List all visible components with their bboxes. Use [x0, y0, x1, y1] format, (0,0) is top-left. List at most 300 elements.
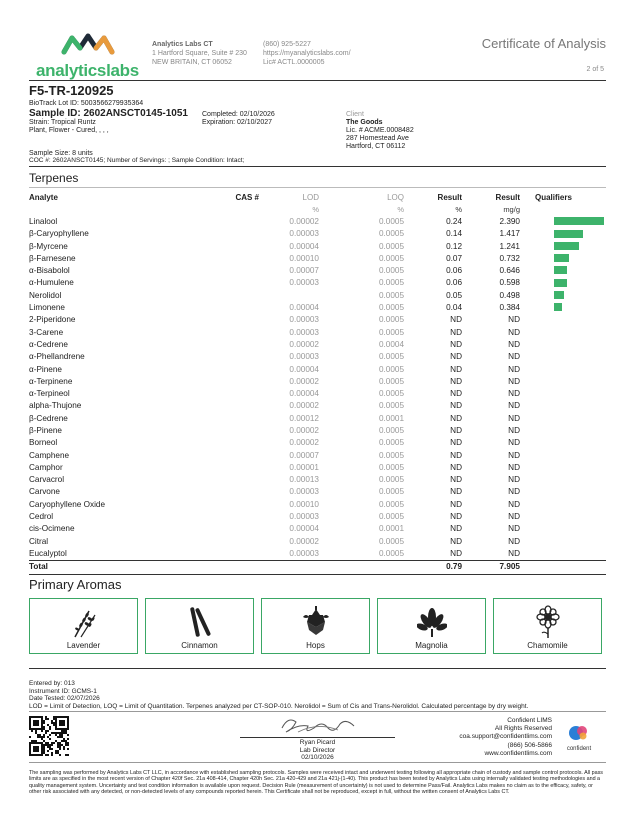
analyte-name: 2-Piperidone	[29, 315, 76, 325]
table-row	[29, 228, 606, 240]
lod-value: 0.00003	[289, 315, 319, 325]
lod-value: 0.00004	[289, 389, 319, 399]
entered-by: Entered by: 013	[29, 680, 75, 687]
result-mg: 0.732	[499, 253, 520, 263]
company-address	[152, 40, 247, 67]
aroma-label: Magnolia	[415, 641, 448, 650]
total-label: Total	[29, 560, 199, 573]
lod-value: 0.00007	[289, 450, 319, 460]
result-mg: ND	[508, 462, 520, 472]
table-row	[29, 387, 606, 399]
signature-icon	[278, 714, 358, 738]
aroma-label: Hops	[306, 641, 325, 650]
loq-value: 0.0005	[378, 216, 404, 226]
result-pct: 0.06	[446, 278, 462, 288]
result-mg: 0.646	[499, 266, 520, 276]
qualifiers	[520, 387, 606, 399]
strain: Strain: Tropical Runtz	[29, 119, 96, 126]
result-pct: ND	[450, 487, 462, 497]
analyte-name: Carvone	[29, 487, 60, 497]
cas-number	[199, 228, 259, 240]
total-row	[29, 560, 606, 573]
company-address-2: NEW BRITAIN, CT 06052	[152, 59, 232, 66]
cas-number	[199, 412, 259, 424]
qualifiers	[520, 449, 606, 461]
hops-icon	[301, 605, 331, 639]
lod-value	[259, 289, 319, 301]
header-loq: LOQ	[387, 193, 404, 202]
chamomile-icon	[533, 605, 563, 639]
cas-number	[199, 424, 259, 436]
cas-number	[199, 461, 259, 473]
cinnamon-icon	[185, 605, 215, 639]
company-address-1: 1 Hartford Square, Suite # 230	[152, 50, 247, 57]
cas-number	[199, 215, 259, 227]
loq-value: 0.0005	[378, 364, 404, 374]
company-website[interactable]: https://myanalyticslabs.com/	[263, 50, 351, 57]
table-row	[29, 535, 606, 547]
lod-value: 0.00001	[289, 462, 319, 472]
analyte-name: Cedrol	[29, 512, 54, 522]
cas-number	[199, 264, 259, 276]
table-row	[29, 240, 606, 252]
loq-value: 0.0005	[378, 462, 404, 472]
result-bar	[554, 230, 583, 238]
qualifiers	[520, 461, 606, 473]
date-tested: Date Tested: 02/07/2026	[29, 695, 100, 702]
analyte-name: α-Phellandrene	[29, 352, 85, 362]
cas-number	[199, 240, 259, 252]
lod-value: 0.00002	[289, 216, 319, 226]
cas-number	[199, 338, 259, 350]
table-row	[29, 215, 606, 227]
analyte-name: β-Cedrene	[29, 413, 68, 423]
result-pct: ND	[450, 376, 462, 386]
terpenes-title: Terpenes	[29, 171, 79, 185]
lod-value: 0.00002	[289, 536, 319, 546]
table-row	[29, 400, 606, 412]
loq-value: 0.0005	[378, 315, 404, 325]
table-row	[29, 277, 606, 289]
aromas-title: Primary Aromas	[29, 577, 122, 592]
lod-value: 0.00002	[289, 401, 319, 411]
result-mg: ND	[508, 524, 520, 534]
loq-value: 0.0005	[378, 241, 404, 251]
qualifiers	[520, 301, 606, 313]
loq-value: 0.0005	[378, 401, 404, 411]
analyte-name: α-Cedrene	[29, 339, 68, 349]
sample-type: Plant, Flower - Cured, , , ,	[29, 127, 109, 134]
header-result-pct: Result	[437, 193, 462, 202]
signer-title: Lab Director	[299, 746, 336, 754]
aroma-card-magnolia	[377, 598, 486, 654]
result-pct: ND	[450, 315, 462, 325]
analyte-name: cis-Ocimene	[29, 524, 75, 534]
qualifiers	[520, 326, 606, 338]
qualifiers	[520, 486, 606, 498]
analyte-name: Borneol	[29, 438, 58, 448]
analyte-name: β-Caryophyllene	[29, 229, 89, 239]
cas-number	[199, 474, 259, 486]
header-analyte: Analyte	[29, 193, 58, 202]
result-pct: ND	[450, 512, 462, 522]
table-row	[29, 289, 606, 301]
client-label: Client	[346, 111, 364, 118]
result-mg: ND	[508, 401, 520, 411]
company-contact	[263, 40, 351, 67]
result-bar	[554, 279, 567, 287]
table-header-row	[29, 192, 606, 203]
lims-rights: All Rights Reserved	[494, 725, 552, 733]
analyte-name: β-Pinene	[29, 425, 62, 435]
result-pct: ND	[450, 450, 462, 460]
company-name: Analytics Labs CT	[152, 41, 213, 48]
client-license: Lic. # ACME.0008482	[346, 127, 414, 134]
analyte-name: β-Myrcene	[29, 241, 68, 251]
unit-lod: %	[312, 204, 319, 214]
loq-value: 0.0005	[378, 253, 404, 263]
result-mg: 0.598	[499, 278, 520, 288]
result-mg: ND	[508, 548, 520, 558]
loq-value: 0.0005	[378, 266, 404, 276]
qualifiers	[520, 424, 606, 436]
header-qualifiers: Qualifiers	[535, 193, 572, 202]
loq-value: 0.0005	[378, 475, 404, 485]
result-pct: ND	[450, 548, 462, 558]
sample-size: Sample Size: 8 units	[29, 150, 93, 157]
units-row	[29, 203, 606, 215]
result-pct: ND	[450, 425, 462, 435]
cas-number	[199, 351, 259, 363]
loq-value: 0.0005	[378, 536, 404, 546]
header-result-mg: Result	[495, 193, 520, 202]
table-row	[29, 424, 606, 436]
confident-logo-icon	[568, 724, 590, 742]
result-bar	[554, 291, 564, 299]
logo-text: analyticslabs	[36, 61, 139, 80]
analyte-name: Citral	[29, 536, 49, 546]
header-cas: CAS #	[235, 193, 259, 202]
table-row	[29, 264, 606, 276]
qualifiers	[520, 474, 606, 486]
analyte-name: Camphor	[29, 462, 63, 472]
result-pct: ND	[450, 339, 462, 349]
table-row	[29, 301, 606, 313]
result-mg: ND	[508, 450, 520, 460]
unit-result-mg: mg/g	[503, 204, 520, 214]
qualifiers	[520, 375, 606, 387]
client-address-2: Hartford, CT 06112	[346, 143, 406, 150]
analyte-name: Linalool	[29, 216, 58, 226]
result-pct: ND	[450, 413, 462, 423]
loq-value: 0.0005	[378, 303, 404, 313]
loq-value: 0.0005	[378, 327, 404, 337]
unit-result-pct: %	[455, 204, 462, 214]
loq-value: 0.0005	[378, 389, 404, 399]
test-notes	[29, 680, 528, 710]
analyte-name: Nerolidol	[29, 290, 62, 300]
cas-number	[199, 363, 259, 375]
result-mg: ND	[508, 499, 520, 509]
result-pct: 0.14	[446, 229, 462, 239]
analyte-name: α-Bisabolol	[29, 266, 70, 276]
lims-website[interactable]: www.confidentlims.com	[484, 749, 552, 757]
cas-number	[199, 547, 259, 560]
lod-value: 0.00004	[289, 364, 319, 374]
lod-value: 0.00003	[289, 278, 319, 288]
qualifiers	[520, 510, 606, 522]
expiration-date: Expiration: 02/10/2027	[202, 119, 273, 126]
sample-title: F5-TR-120925	[29, 83, 114, 98]
table-row	[29, 338, 606, 350]
company-logo	[36, 32, 146, 78]
result-mg: 0.498	[499, 290, 520, 300]
result-mg: ND	[508, 315, 520, 325]
page-number: 2 of 5	[586, 66, 604, 73]
analyte-name: β-Farnesene	[29, 253, 76, 263]
signer-name: Ryan Picard	[299, 739, 336, 746]
result-pct: ND	[450, 499, 462, 509]
cas-number	[199, 523, 259, 535]
loq-value: 0.0005	[378, 438, 404, 448]
result-pct: 0.05	[446, 290, 462, 300]
lod-value: 0.00003	[289, 487, 319, 497]
result-mg: ND	[508, 364, 520, 374]
result-pct: ND	[450, 475, 462, 485]
lod-note: LOD = Limit of Detection, LOQ = Limit of Quantitation. Terpenes analyzed per CT-SOP-010. Nerolidol = Sum of Cis and Trans-Nerolidol. Calculated percentage by dry weight.	[29, 702, 529, 710]
lavender-icon	[69, 605, 99, 639]
lod-value: 0.00012	[289, 413, 319, 423]
disclaimer: The sampling was performed by Analytics Labs CT LLC, in accordance with established sampling protocols. Samples were received intact and underwent testing following all appropriate chain of custody and sample control protocols. All pass limits are as specified in the most recent version of Chapter 420f Sec. 21a 408-414, Chapter 420h Sec. 21a 420-429 and 21a 421j-(1-40). This product has been tested by Analytics Labs using internally validated testing methodologies and a quality management system. Uncertainty and test condition information is available upon request. Decision Rule (measurement of uncertainty) is not used to determine Pass/Fail. Analytics Labs makes no claim as to the efficacy, safety, or other risk associated with any detected, or non-detected levels of any compounds reported herein. This Certificate shall not be reproduced, except in full, without the written consent of Analytics Labs CT.	[29, 770, 604, 796]
lims-name: Confident LIMS	[507, 717, 552, 724]
loq-value: 0.0005	[378, 376, 404, 386]
table-row	[29, 326, 606, 338]
cas-number	[199, 277, 259, 289]
lod-value: 0.00010	[289, 499, 319, 509]
qualifiers	[520, 535, 606, 547]
analyte-name: alpha-Thujone	[29, 401, 82, 411]
cas-number	[199, 314, 259, 326]
table-row	[29, 314, 606, 326]
result-pct: 0.04	[446, 303, 462, 313]
table-row	[29, 363, 606, 375]
table-row	[29, 510, 606, 522]
table-row	[29, 437, 606, 449]
logo-mark-icon	[36, 32, 146, 56]
result-mg: ND	[508, 425, 520, 435]
qualifiers	[520, 523, 606, 535]
table-row	[29, 375, 606, 387]
table-row	[29, 351, 606, 363]
signer-block	[240, 739, 395, 762]
lims-email[interactable]: coa.support@confidentlims.com	[459, 733, 552, 741]
total-mg: 7.905	[462, 560, 520, 573]
result-pct: ND	[450, 462, 462, 472]
completed-date: Completed: 02/10/2026	[202, 111, 275, 118]
analyte-name: Camphene	[29, 450, 70, 460]
lod-value: 0.00003	[289, 512, 319, 522]
loq-value: 0.0001	[378, 413, 404, 423]
result-bar	[554, 242, 579, 250]
company-phone: (860) 925-5227	[263, 41, 311, 48]
result-mg: 0.384	[499, 303, 520, 313]
result-mg: ND	[508, 327, 520, 337]
lod-value: 0.00003	[289, 352, 319, 362]
document-title: Certificate of Analysis	[481, 36, 606, 51]
aroma-label: Chamomile	[527, 641, 568, 650]
result-pct: ND	[450, 389, 462, 399]
aroma-card-lavender	[29, 598, 138, 654]
aroma-card-cinnamon	[145, 598, 254, 654]
result-mg: ND	[508, 487, 520, 497]
result-pct: ND	[450, 352, 462, 362]
lod-value: 0.00004	[289, 524, 319, 534]
result-mg: ND	[508, 536, 520, 546]
cas-number	[199, 400, 259, 412]
lod-value: 0.00002	[289, 376, 319, 386]
total-pct: 0.79	[404, 560, 462, 573]
table-row	[29, 252, 606, 264]
qualifiers	[520, 547, 606, 560]
terpenes-table	[29, 192, 606, 573]
magnolia-icon	[417, 605, 447, 639]
lod-value: 0.00010	[289, 253, 319, 263]
result-mg: ND	[508, 475, 520, 485]
signer-date: 02/10/2026	[301, 754, 334, 761]
result-mg: ND	[508, 413, 520, 423]
result-bar	[554, 266, 567, 274]
aroma-label: Cinnamon	[181, 641, 218, 650]
table-row	[29, 461, 606, 473]
cas-number	[199, 387, 259, 399]
qualifiers	[520, 363, 606, 375]
loq-value: 0.0005	[378, 487, 404, 497]
table-row	[29, 523, 606, 535]
lims-info	[459, 717, 552, 758]
result-pct: ND	[450, 438, 462, 448]
header-lod: LOD	[302, 193, 319, 202]
confident-logo	[562, 724, 596, 752]
analyte-name: Eucalyptol	[29, 548, 67, 558]
cas-number	[199, 301, 259, 313]
analyte-name: α-Humulene	[29, 278, 74, 288]
lims-phone: (866) 506-5866	[507, 741, 552, 749]
qualifiers	[520, 338, 606, 350]
cas-number	[199, 535, 259, 547]
result-bar	[554, 254, 569, 262]
lod-value: 0.00007	[289, 266, 319, 276]
table-row	[29, 412, 606, 424]
result-pct: ND	[450, 524, 462, 534]
result-mg: ND	[508, 376, 520, 386]
lod-value: 0.00002	[289, 425, 319, 435]
analyte-name: α-Terpineol	[29, 389, 70, 399]
result-mg: ND	[508, 438, 520, 448]
result-pct: 0.07	[446, 253, 462, 263]
lod-value: 0.00002	[289, 438, 319, 448]
coc-info: COC #: 2602ANSCT0145; Number of Servings: ; Sample Condition: Intact;	[29, 157, 245, 164]
cas-number	[199, 449, 259, 461]
cas-number	[199, 498, 259, 510]
qualifiers	[520, 412, 606, 424]
lod-value: 0.00013	[289, 475, 319, 485]
instrument-id: Instrument ID: GCMS-1	[29, 687, 97, 695]
result-pct: 0.06	[446, 266, 462, 276]
result-bar	[554, 303, 562, 311]
lod-value: 0.00004	[289, 241, 319, 251]
loq-value: 0.0005	[378, 512, 404, 522]
cas-number	[199, 486, 259, 498]
cas-number	[199, 510, 259, 522]
loq-value: 0.0005	[378, 278, 404, 288]
analyte-name: Limonene	[29, 303, 65, 313]
result-mg: 2.390	[499, 216, 520, 226]
unit-loq: %	[397, 204, 404, 214]
qualifiers	[520, 437, 606, 449]
table-row	[29, 498, 606, 510]
analyte-name: α-Pinene	[29, 364, 62, 374]
cas-number	[199, 437, 259, 449]
analyte-name: 3-Carene	[29, 327, 64, 337]
aroma-label: Lavender	[66, 641, 101, 650]
confident-logo-text: confident	[566, 746, 592, 752]
loq-value: 0.0005	[378, 425, 404, 435]
client-address-1: 287 Homestead Ave	[346, 135, 409, 142]
client-name: The Goods	[346, 119, 383, 126]
qr-code-icon[interactable]	[29, 716, 69, 756]
result-mg: 1.241	[499, 241, 520, 251]
lod-value: 0.00002	[289, 339, 319, 349]
result-mg: ND	[508, 352, 520, 362]
result-pct: 0.12	[446, 241, 462, 251]
loq-value: 0.0001	[378, 524, 404, 534]
table-row	[29, 449, 606, 461]
lod-value: 0.00003	[289, 327, 319, 337]
qualifiers	[520, 498, 606, 510]
result-bar	[554, 217, 604, 225]
result-pct: ND	[450, 401, 462, 411]
qualifiers	[520, 314, 606, 326]
cas-number	[199, 326, 259, 338]
loq-value: 0.0005	[378, 229, 404, 239]
result-pct: ND	[450, 364, 462, 374]
biotrack-lot-id: BioTrack Lot ID: 5003566279935364	[29, 100, 144, 107]
result-pct: ND	[450, 327, 462, 337]
cas-number	[199, 375, 259, 387]
result-mg: 1.417	[499, 229, 520, 239]
client-block	[346, 111, 414, 151]
result-mg: ND	[508, 389, 520, 399]
cas-number	[199, 252, 259, 264]
result-pct: ND	[450, 536, 462, 546]
table-row	[29, 486, 606, 498]
result-pct: 0.24	[446, 216, 462, 226]
loq-value: 0.0005	[378, 450, 404, 460]
table-row	[29, 547, 606, 560]
result-mg: ND	[508, 512, 520, 522]
loq-value: 0.0005	[378, 548, 404, 558]
analyte-name: Caryophyllene Oxide	[29, 499, 106, 509]
lod-value: 0.00003	[289, 229, 319, 239]
analyte-name: α-Terpinene	[29, 376, 73, 386]
loq-value: 0.0004	[378, 339, 404, 349]
cas-number	[199, 289, 259, 301]
aroma-card-chamomile	[493, 598, 602, 654]
loq-value: 0.0005	[378, 290, 404, 300]
loq-value: 0.0005	[378, 352, 404, 362]
lod-value: 0.00004	[289, 303, 319, 313]
company-license: Lic# ACTL.0000005	[263, 59, 325, 66]
